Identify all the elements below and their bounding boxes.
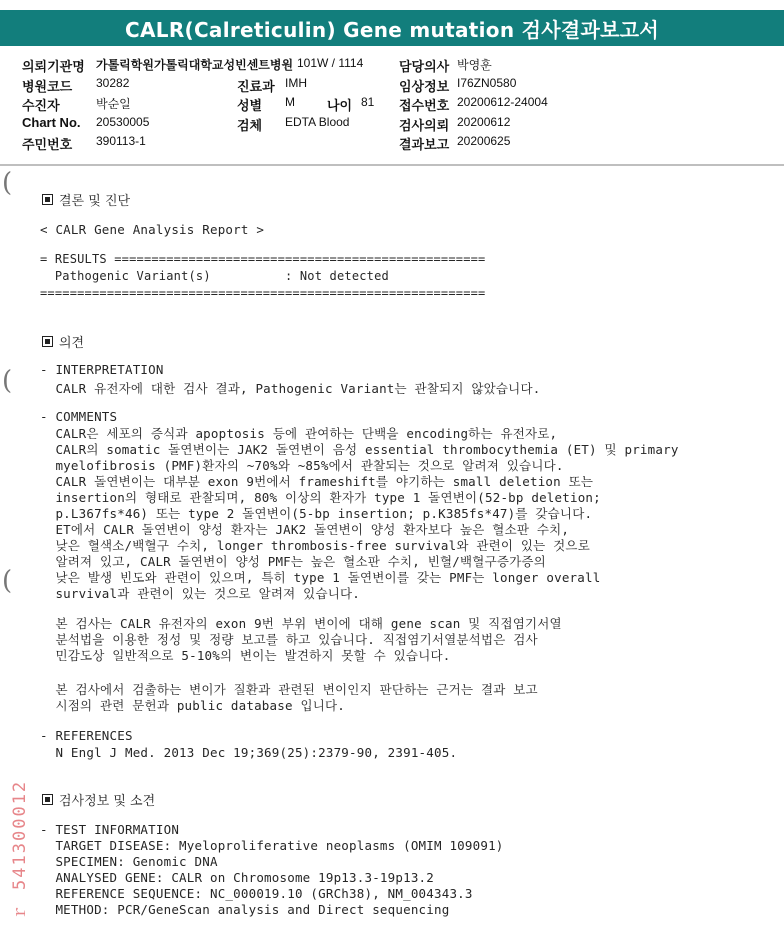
- test-info-line: REFERENCE SEQUENCE: NC_000019.10 (GRCh38), NM_004343.3: [40, 886, 473, 901]
- report-title: CALR(Calreticulin) Gene mutation 검사결과보고서: [125, 17, 659, 42]
- header-row-4: [0, 115, 784, 134]
- interpretation-heading: - INTERPRETATION: [40, 362, 164, 377]
- method-line: 민감도상 일반적으로 5-10%의 변이는 발견하지 못할 수 있습니다.: [40, 648, 451, 663]
- doctor-label: 담당의사: [399, 59, 450, 74]
- header-row-2: [0, 76, 784, 95]
- dept-value: IMH: [285, 76, 307, 90]
- receipt-no-value: 20200612-24004: [457, 95, 548, 109]
- references-heading: - REFERENCES: [40, 728, 133, 743]
- section-conclusion-heading: [42, 190, 130, 209]
- binder-hole-mark: (: [2, 168, 13, 198]
- test-information-block: [40, 822, 504, 918]
- header-row-5: [0, 134, 784, 153]
- results-line: = RESULTS ==================================================: [40, 252, 486, 266]
- age-value: 81: [361, 95, 375, 109]
- comment-line: ET에서 CALR 돌연변이 양성 환자는 JAK2 돌연변이 양성 환자보다 높은 혈소판 수치,: [40, 522, 570, 537]
- institution-label: 의뢰기관명: [22, 59, 85, 74]
- report-date-label: 결과보고: [399, 137, 450, 152]
- pathogenic-variant-line: Pathogenic Variant(s) : Not detected: [40, 269, 389, 283]
- references-text: N Engl J Med. 2013 Dec 19;369(25):2379-90, 2391-405.: [40, 745, 458, 760]
- id-value: 390113-1: [96, 134, 146, 148]
- test-info-line: SPECIMEN: Genomic DNA: [40, 854, 218, 869]
- section-conclusion-title: 결론 및 진단: [59, 194, 131, 209]
- comment-line: CALR의 somatic 돌연변이는 JAK2 돌연변이 음성 essential thrombocythemia (ET) 및 primary: [40, 442, 679, 457]
- comment-line: p.L367fs*46) 또는 type 2 돌연변이(5-bp insertion; p.K385fs*47)를 갖습니다.: [40, 506, 593, 521]
- patient-value: 박순일: [96, 97, 131, 111]
- receipt-no-label: 접수번호: [399, 98, 450, 113]
- hospital-code-value: 30282: [96, 76, 130, 90]
- square-bullet-icon: [42, 794, 53, 805]
- request-date-value: 20200612: [457, 115, 511, 129]
- ward-value: 101W / 1114: [297, 56, 364, 70]
- square-bullet-icon: [42, 336, 53, 347]
- comment-line: insertion의 형태로 관찰되며, 80% 이상의 환자가 type 1 돌연변이(52-bp deletion;: [40, 490, 601, 505]
- clinical-info-value: I76ZN0580: [457, 76, 517, 90]
- comment-line: myelofibrosis (PMF)환자의 ~70%와 ~85%에서 관찰되는 것으로 알려져 있습니다.: [40, 458, 564, 473]
- age-label: 나이: [327, 98, 353, 113]
- comment-line: 낮은 발생 빈도와 관련이 있으며, 특히 type 1 돌연변이를 갖는 PMF는 longer overall: [40, 570, 601, 585]
- square-bullet-icon: [42, 194, 53, 205]
- request-date-label: 검사의뢰: [399, 118, 450, 133]
- report-body: [0, 166, 784, 942]
- basis-line: 본 검사에서 검출하는 변이가 질환과 관련된 변이인지 판단하는 근거는 결과 보고: [40, 682, 538, 697]
- section-testinfo-title: 검사정보 및 소견: [59, 794, 156, 809]
- section-opinion-heading: [42, 332, 84, 351]
- section-opinion-title: 의견: [59, 336, 85, 351]
- doctor-value: 박영훈: [457, 58, 492, 72]
- specimen-label: 검체: [237, 118, 263, 133]
- basis-line: 시점의 관련 문헌과 public database 입니다.: [40, 698, 345, 713]
- interpretation-text: CALR 유전자에 대한 검사 결과, Pathogenic Variant는 관찰되지 않았습니다.: [40, 381, 541, 396]
- comment-line: 알려져 있고, CALR 돌연변이 양성 PMF는 높은 혈소판 수치, 빈혈/백혈구증가증의: [40, 554, 546, 569]
- chart-value: 20530005: [96, 115, 150, 129]
- comments-block: [40, 426, 679, 602]
- analysis-title: < CALR Gene Analysis Report >: [40, 222, 265, 237]
- dept-label: 진료과: [237, 79, 275, 94]
- specimen-value: EDTA Blood: [285, 115, 350, 129]
- clinical-info-label: 임상정보: [399, 79, 450, 94]
- results-separator: ============================================================: [40, 286, 486, 300]
- comment-line: survival과 관련이 있는 것으로 알려져 있습니다.: [40, 586, 361, 601]
- report-date-value: 20200625: [457, 134, 511, 148]
- stamp-number: ｒ 541300012: [10, 779, 31, 922]
- chart-label: Chart No.: [22, 115, 81, 130]
- comments-heading: - COMMENTS: [40, 409, 118, 424]
- sex-label: 성별: [237, 98, 263, 113]
- comment-line: CALR은 세포의 증식과 apoptosis 등에 관여하는 단백을 encoding하는 유전자로,: [40, 426, 558, 441]
- method-line: 분석법을 이용한 정성 및 정량 보고를 하고 있습니다. 직접염기서열분석법은 검사: [40, 632, 538, 647]
- specimen-stamp: [2, 779, 32, 926]
- method-paragraph: [40, 616, 562, 664]
- test-info-line: ANALYSED GENE: CALR on Chromosome 19p13.3-19p13.2: [40, 870, 435, 885]
- sex-value: M: [285, 95, 295, 109]
- test-info-line: METHOD: PCR/GeneScan analysis and Direct sequencing: [40, 902, 450, 917]
- basis-paragraph: [40, 682, 538, 714]
- section-testinfo-heading: [42, 790, 155, 809]
- binder-hole-mark: (: [2, 566, 13, 596]
- report-header: [0, 52, 784, 166]
- comment-line: CALR 돌연변이는 대부분 exon 9번에서 frameshift를 야기하는 small deletion 또는: [40, 474, 594, 489]
- report-title-bar: [0, 10, 784, 46]
- test-info-line: TARGET DISEASE: Myeloproliferative neoplasms (OMIM 109091): [40, 838, 504, 853]
- header-row-1: [0, 56, 784, 75]
- header-row-3: [0, 95, 784, 114]
- patient-label: 수진자: [22, 98, 60, 113]
- binder-hole-mark: (: [2, 366, 13, 396]
- test-info-line: - TEST INFORMATION: [40, 822, 180, 837]
- comment-line: 낮은 혈색소/백혈구 수치, longer thrombosis-free survival와 관련이 있는 것으로: [40, 538, 590, 553]
- method-line: 본 검사는 CALR 유전자의 exon 9번 부위 변이에 대해 gene scan 및 직접염기서열: [40, 616, 562, 631]
- hospital-code-label: 병원코드: [22, 79, 73, 94]
- institution-value: 가톨릭학원가톨릭대학교성빈센트병원: [96, 58, 294, 72]
- id-label: 주민번호: [22, 137, 73, 152]
